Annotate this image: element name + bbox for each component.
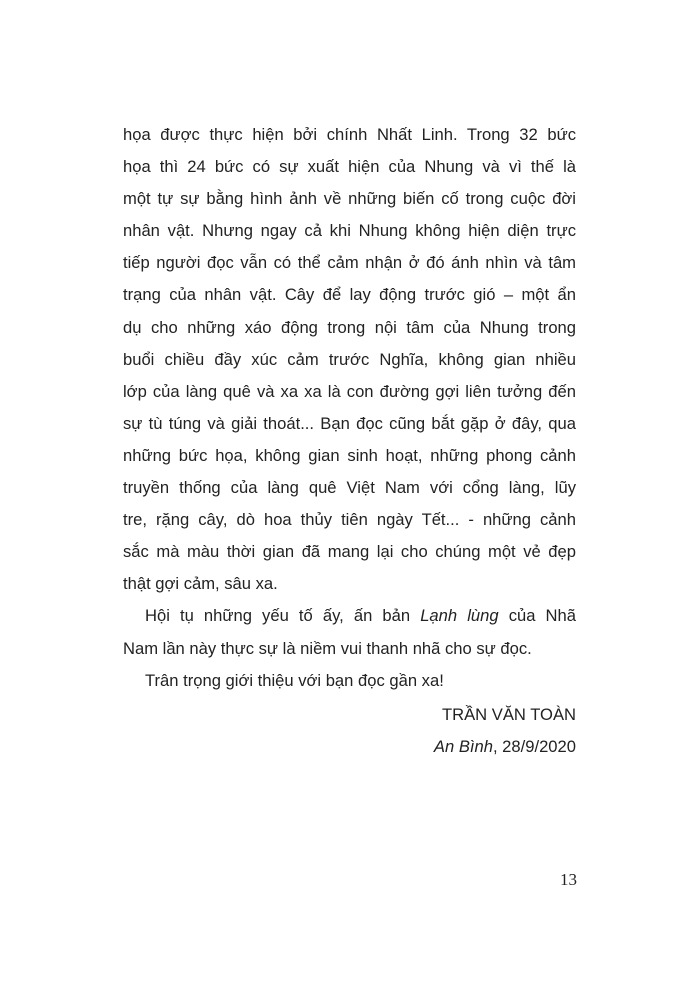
paragraph-3	[123, 665, 576, 697]
text-line: lớp của làng quê và xa xa là con đường gợi liên tưởng đến	[123, 381, 576, 401]
text-line: tiếp người đọc vẫn có thể cảm nhận ở đó ánh nhìn và tâm	[123, 253, 576, 273]
text-line: họa thì 24 bức có sự xuất hiện của Nhung và vì thế là	[123, 157, 576, 177]
text-line: tre, rặng cây, dò hoa thủy tiên ngày Tết... - những cảnh	[123, 510, 576, 530]
body-text	[123, 119, 576, 763]
text-fragment: của Nhã	[498, 606, 576, 626]
text-line: trạng của nhân vật. Cây để lay động trước gió – một ẩn	[123, 285, 576, 305]
place-date	[123, 731, 576, 763]
page-number: 13	[560, 870, 577, 889]
signature-block	[123, 699, 576, 763]
text-line: sắc mà màu thời gian đã mang lại cho chúng một vẻ đẹp	[123, 542, 576, 562]
text-line: Nam lần này thực sự là niềm vui thanh nhã cho sự đọc.	[123, 638, 532, 658]
author-name: TRẦN VĂN TOÀN	[441, 704, 576, 724]
text-line: sự tù túng và giải thoát... Bạn đọc cũng bắt gặp ở đây, qua	[123, 413, 576, 433]
text-line: Trân trọng giới thiệu với bạn đọc gần xa!	[145, 670, 444, 690]
text-line: một tự sự bằng hình ảnh về những biến cố trong cuộc đời	[123, 189, 576, 209]
text-line	[123, 600, 576, 632]
text-line: họa được thực hiện bởi chính Nhất Linh. Trong 32 bức	[123, 125, 576, 144]
text-line: những bức họa, không gian sinh hoạt, những phong cảnh	[123, 445, 576, 465]
paragraph-2	[123, 600, 576, 664]
text-fragment: Hội tụ những yếu tố ấy, ấn bản	[145, 606, 421, 626]
text-line: truyền thống của làng quê Việt Nam với cổng làng, lũy	[123, 478, 576, 498]
text-line: dụ cho những xáo động trong nội tâm của Nhung trong	[123, 317, 576, 337]
book-title: Lạnh lùng	[420, 606, 499, 626]
text-line: buổi chiều đầy xúc cảm trước Nghĩa, không gian nhiều	[123, 349, 576, 369]
paragraph-1	[123, 119, 576, 600]
place: An Bình	[433, 736, 493, 756]
text-line: nhân vật. Nhưng ngay cả khi Nhung không hiện diện trực	[123, 221, 576, 241]
date: , 28/9/2020	[492, 736, 576, 756]
text-line: thật gợi cảm, sâu xa.	[123, 574, 278, 594]
